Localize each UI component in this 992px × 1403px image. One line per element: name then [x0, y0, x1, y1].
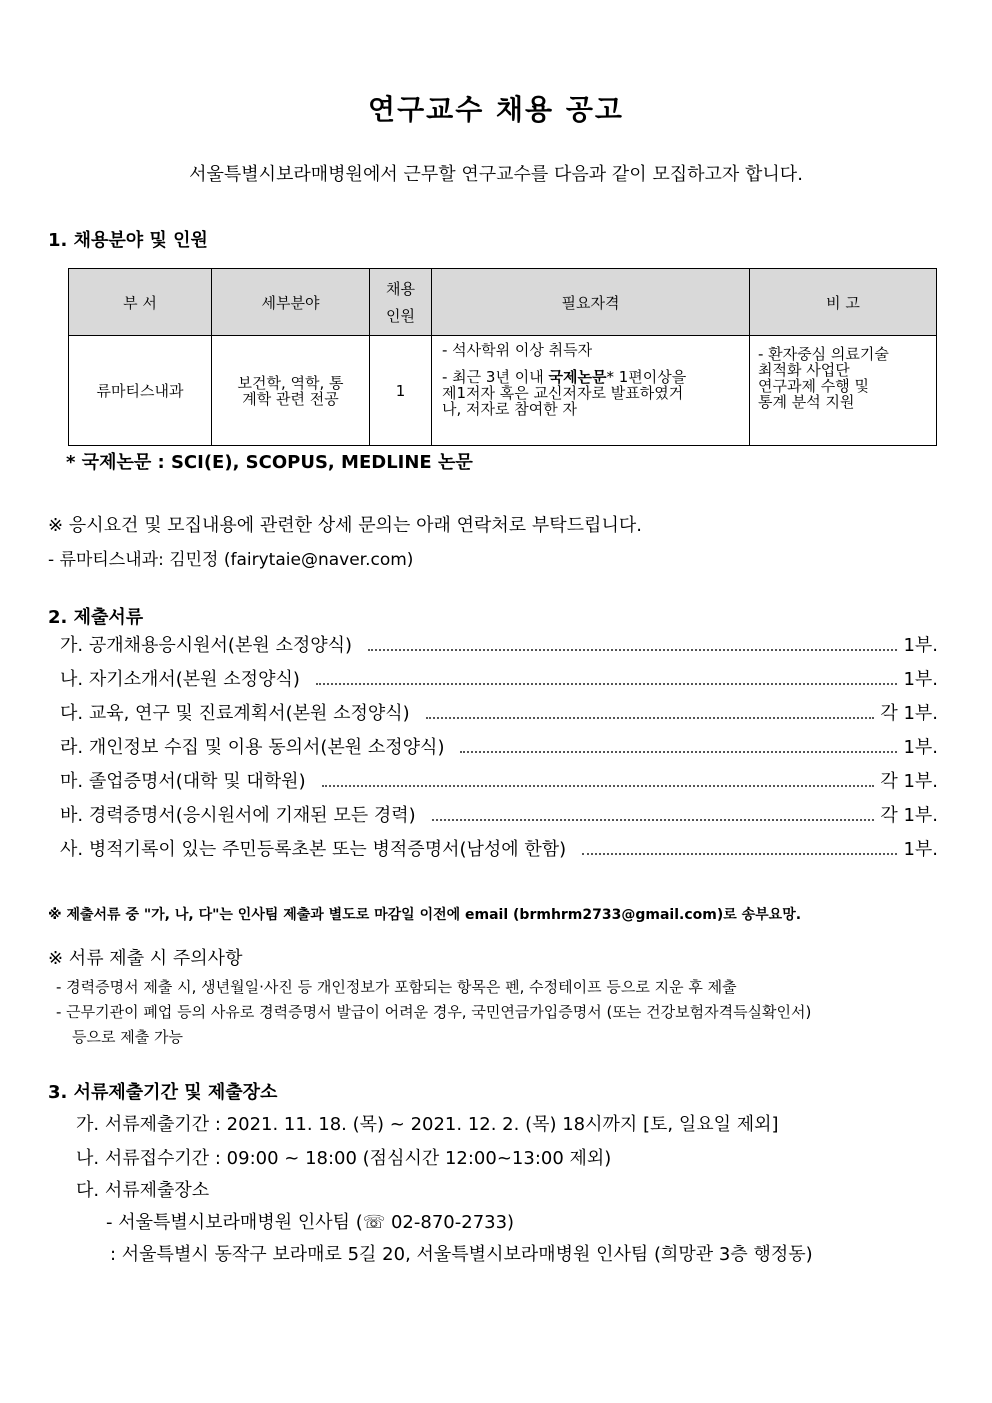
- inquiry-line: ※ 응시요건 및 모집내용에 관련한 상세 문의는 아래 연락처로 부탁드립니다.: [48, 515, 642, 536]
- section2-heading: 2. 제출서류: [48, 607, 144, 628]
- dot-leader: [368, 649, 897, 651]
- reception-hours: 나. 서류접수기간 : 09:00 ~ 18:00 (점심시간 12:00~13:00 제외): [76, 1148, 612, 1169]
- dot-leader: [460, 751, 897, 753]
- list-item: 바. 경력증명서(응시원서에 기재된 모든 경력) 각 1부.: [60, 805, 938, 826]
- dot-leader: [432, 819, 875, 821]
- place-heading: 다. 서류제출장소: [76, 1180, 210, 1201]
- inquiry-contact: - 류마티스내과: 김민정 (fairytaie@naver.com): [48, 550, 414, 570]
- submission-period: 가. 서류제출기간 : 2021. 11. 18. (목) ~ 2021. 12. 2. (목) 18시까지 [토, 일요일 제외]: [76, 1114, 779, 1135]
- header-field: 세부분야: [212, 269, 370, 336]
- email-note: ※ 제출서류 중 "가, 나, 다"는 인사팀 제출과 별도로 마감일 이전에 email (brmhrm2733@gmail.com)로 송부요망.: [48, 907, 802, 923]
- cell-note: - 환자중심 의료기술 최적화 사업단 연구과제 수행 및 통계 분석 지원: [750, 336, 937, 446]
- phone-icon: ☏: [362, 1212, 386, 1233]
- dot-leader: [316, 683, 898, 685]
- intro-text: 서울특별시보라매병원에서 근무할 연구교수를 다음과 같이 모집하고자 합니다.: [189, 164, 803, 185]
- caution-item: - 경력증명서 제출 시, 생년월일·사진 등 개인정보가 포함되는 항목은 펜, 수정테이프 등으로 지운 후 제출: [56, 978, 737, 996]
- place-contact: - 서울특별시보라매병원 인사팀 (☏ 02-870-2733): [106, 1212, 515, 1233]
- cell-count: 1: [370, 336, 432, 446]
- caution-item-cont: 등으로 제출 가능: [72, 1028, 183, 1046]
- header-count: 채용 인원: [370, 269, 432, 336]
- list-item: 사. 병적기록이 있는 주민등록초본 또는 병적증명서(남성에 한함) 1부.: [60, 839, 938, 860]
- dot-leader: [582, 853, 897, 855]
- caution-heading: ※ 서류 제출 시 주의사항: [48, 948, 243, 969]
- table-footnote: * 국제논문 : SCI(E), SCOPUS, MEDLINE 논문: [66, 452, 473, 473]
- list-item: 마. 졸업증명서(대학 및 대학원) 각 1부.: [60, 771, 938, 792]
- table-header-row: [69, 269, 937, 336]
- cell-field: 보건학, 역학, 통 계학 관련 전공: [212, 336, 370, 446]
- page-title: 연구교수 채용 공고: [368, 93, 624, 126]
- header-note: 비 고: [750, 269, 937, 336]
- recruitment-table: [68, 268, 937, 446]
- place-address: : 서울특별시 동작구 보라매로 5길 20, 서울특별시보라매병원 인사팀 (희망관 3층 행정동): [110, 1244, 813, 1265]
- list-item: 라. 개인정보 수집 및 이용 동의서(본원 소정양식) 1부.: [60, 737, 938, 758]
- header-qualification: 필요자격: [432, 269, 750, 336]
- list-item: 나. 자기소개서(본원 소정양식) 1부.: [60, 669, 938, 690]
- list-item: 다. 교육, 연구 및 진료계획서(본원 소정양식) 각 1부.: [60, 703, 938, 724]
- dot-leader: [322, 785, 875, 787]
- header-dept: 부 서: [69, 269, 212, 336]
- dot-leader: [426, 717, 875, 719]
- section1-heading: 1. 채용분야 및 인원: [48, 230, 208, 251]
- list-item: 가. 공개채용응시원서(본원 소정양식) 1부.: [60, 635, 938, 656]
- table-row: [69, 336, 937, 446]
- cell-dept: 류마티스내과: [69, 336, 212, 446]
- cell-qualification: - 석사학위 이상 취득자 - 최근 3년 이내 국제논문* 1편이상을 제1저자 혹은 교신저자로 발표하였거 나, 저자로 참여한 자: [432, 336, 750, 446]
- caution-item: - 근무기관이 폐업 등의 사유로 경력증명서 발급이 어려운 경우, 국민연금가입증명서 (또는 건강보험자격득실확인서): [56, 1003, 812, 1021]
- section3-heading: 3. 서류제출기간 및 제출장소: [48, 1082, 278, 1103]
